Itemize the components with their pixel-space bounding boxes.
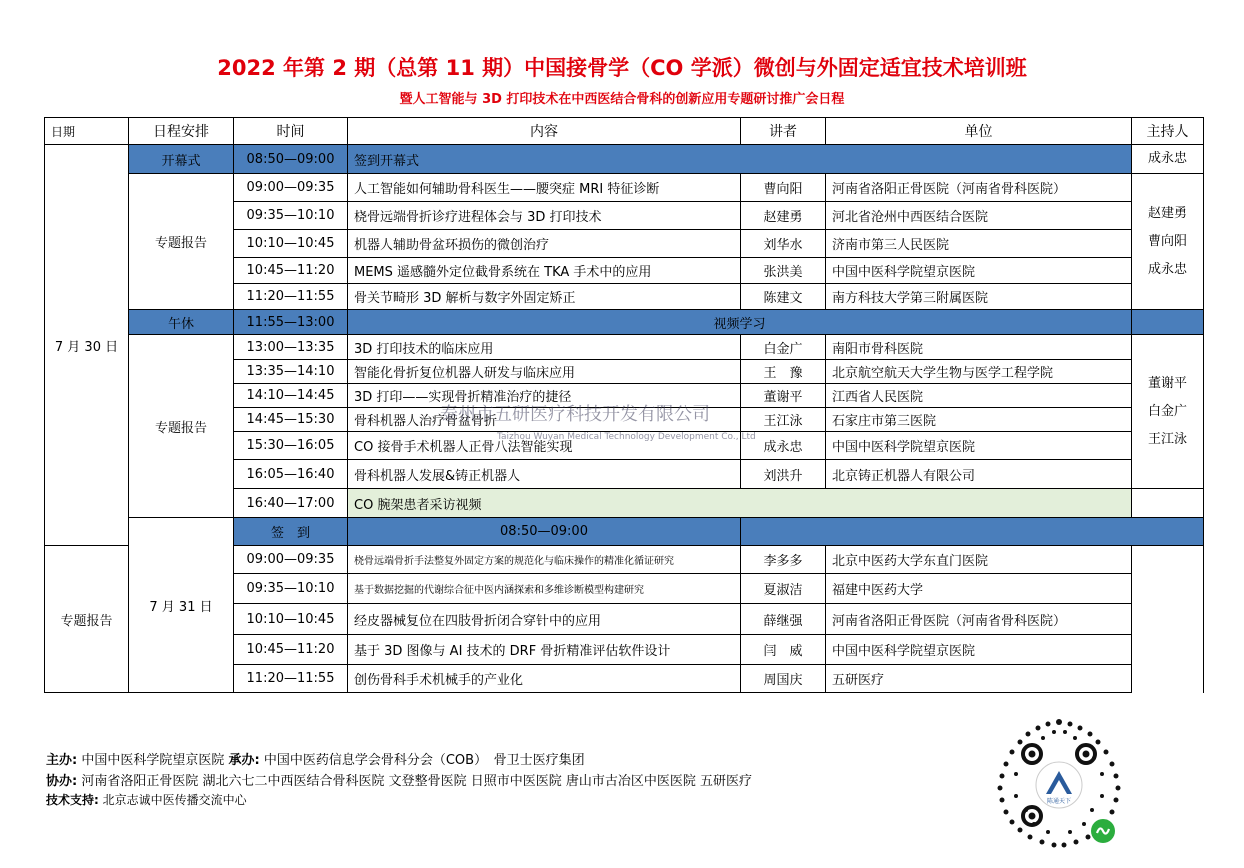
host-cell-empty <box>1132 310 1204 335</box>
footer-label: 协办: <box>46 774 78 789</box>
date-cell: 7 月 30 日 <box>45 145 129 546</box>
host-cell: 成永忠 <box>1132 145 1204 174</box>
content-cell: CO 腕架患者采访视频 <box>348 489 1132 518</box>
time-cell: 13:00—13:35 <box>234 335 348 360</box>
content-cell: 机器人辅助骨盆环损伤的微创治疗 <box>348 230 741 258</box>
content-cell: 基于 3D 图像与 AI 技术的 DRF 骨折精准评估软件设计 <box>348 635 741 665</box>
content-cell: MEMS 遥感髓外定位截骨系统在 TKA 手术中的应用 <box>348 258 741 284</box>
speaker-cell: 周国庆 <box>741 665 826 693</box>
time-cell: 11:55—13:00 <box>234 310 348 335</box>
speaker-cell: 王江泳 <box>741 408 826 432</box>
session-opening: 开幕式 <box>129 145 234 174</box>
content-cell: 桡骨远端骨折诊疗进程体会与 3D 打印技术 <box>348 202 741 230</box>
table-row <box>45 174 1204 202</box>
header-schedule: 日程安排 <box>129 118 234 145</box>
time-cell: 09:35—10:10 <box>234 574 348 604</box>
speaker-cell: 白金广 <box>741 335 826 360</box>
content-cell: 智能化骨折复位机器人研发与临床应用 <box>348 360 741 384</box>
unit-cell: 中国中医科学院望京医院 <box>826 432 1132 460</box>
footer-label: 承办: <box>228 753 260 768</box>
session-lunch: 午休 <box>129 310 234 335</box>
footer-host: 中国中医科学院望京医院 <box>81 753 225 768</box>
speaker-cell: 董谢平 <box>741 384 826 408</box>
footer-host-line <box>46 749 585 768</box>
content-cell: 创伤骨科手术机械手的产业化 <box>348 665 741 693</box>
content-cell: 骨科机器人发展&铸正机器人 <box>348 460 741 489</box>
speaker-cell: 成永忠 <box>741 432 826 460</box>
page-subtitle: 暨人工智能与 3D 打印技术在中西医结合骨科的创新应用专题研讨推广会日程 <box>399 92 845 107</box>
page-title: 2022 年第 2 期（总第 11 期）中国接骨学（CO 学派）微创与外固定适宜技术培训班 <box>217 56 1027 80</box>
host-name: 曹向阳 <box>1147 233 1187 249</box>
time-cell: 11:20—11:55 <box>234 665 348 693</box>
time-cell: 16:05—16:40 <box>234 460 348 489</box>
footer-tech: 北京志诚中医传播交流中心 <box>102 793 247 807</box>
host-name: 董谢平 <box>1147 375 1187 391</box>
time-cell: 08:50—09:00 <box>234 145 348 174</box>
unit-cell: 南阳市骨科医院 <box>826 335 1132 360</box>
unit-cell: 中国中医科学院望京医院 <box>826 635 1132 665</box>
content-cell: CO 接骨手术机器人正骨八法智能实现 <box>348 432 741 460</box>
host-name: 王江泳 <box>1147 431 1187 447</box>
host-cell <box>1132 174 1204 310</box>
unit-cell: 江西省人民医院 <box>826 384 1132 408</box>
footer-tech-line <box>46 791 247 808</box>
header-date: 日期 <box>45 118 129 145</box>
header-time: 时间 <box>234 118 348 145</box>
speaker-cell: 张洪美 <box>741 258 826 284</box>
host-cell-empty <box>1132 489 1204 518</box>
content-cell: 基于数据挖掘的代谢综合征中医内涵探索和多维诊断模型构建研究 <box>348 574 741 604</box>
time-cell: 13:35—14:10 <box>234 360 348 384</box>
wechat-qr-code-icon[interactable] <box>988 714 1130 856</box>
speaker-cell: 赵建勇 <box>741 202 826 230</box>
speaker-cell: 刘华水 <box>741 230 826 258</box>
speaker-cell: 夏淑洁 <box>741 574 826 604</box>
speaker-cell: 刘洪升 <box>741 460 826 489</box>
unit-cell: 石家庄市第三医院 <box>826 408 1132 432</box>
content-cell: 人工智能如何辅助骨科医生——腰突症 MRI 特征诊断 <box>348 174 741 202</box>
unit-cell: 河北省沧州中西医结合医院 <box>826 202 1132 230</box>
footer-label: 技术支持: <box>46 793 99 807</box>
content-cell: 3D 打印——实现骨折精准治疗的捷径 <box>348 384 741 408</box>
time-cell: 10:45—11:20 <box>234 635 348 665</box>
session-report: 专题报告 <box>129 335 234 518</box>
qr-logo-text: 陈通天下 <box>1046 798 1072 805</box>
time-cell: 14:45—15:30 <box>234 408 348 432</box>
session-signin: 签 到 <box>234 518 348 546</box>
host-name: 白金广 <box>1147 403 1187 419</box>
speaker-cell: 陈建文 <box>741 284 826 310</box>
footer-co: 河南省洛阳正骨医院 湖北六七二中西医结合骨科医院 文登整骨医院 日照市中医医院 唐山市古冶区中医医院 五研医疗 <box>81 774 753 789</box>
unit-cell: 北京铸正机器人有限公司 <box>826 460 1132 489</box>
time-cell: 08:50—09:00 <box>348 518 741 546</box>
content-cell-empty <box>741 518 1204 546</box>
content-cell: 经皮器械复位在四肢骨折闭合穿针中的应用 <box>348 604 741 635</box>
content-cell: 3D 打印技术的临床应用 <box>348 335 741 360</box>
content-cell: 骨科机器人治疗骨盆骨折 <box>348 408 741 432</box>
watermark-text: 泰州市五研医疗科技开发有限公司 <box>440 404 710 425</box>
time-cell: 16:40—17:00 <box>234 489 348 518</box>
time-cell: 09:00—09:35 <box>234 546 348 574</box>
unit-cell: 河南省洛阳正骨医院（河南省骨科医院） <box>826 174 1132 202</box>
time-cell: 09:35—10:10 <box>234 202 348 230</box>
unit-cell: 福建中医药大学 <box>826 574 1132 604</box>
footer-label: 主办: <box>46 753 78 768</box>
content-cell: 骨关节畸形 3D 解析与数字外固定矫正 <box>348 284 741 310</box>
host-name: 赵建勇 <box>1147 205 1187 221</box>
unit-cell: 五研医疗 <box>826 665 1132 693</box>
time-cell: 10:10—10:45 <box>234 604 348 635</box>
speaker-cell: 李多多 <box>741 546 826 574</box>
content-cell: 签到开幕式 <box>348 145 1132 174</box>
footer-co-line <box>46 770 752 789</box>
header-host: 主持人 <box>1132 118 1204 145</box>
watermark-subtext: Taizhou Wuyan Medical Technology Development Co., Ltd <box>497 432 756 442</box>
unit-cell: 河南省洛阳正骨医院（河南省骨科医院） <box>826 604 1132 635</box>
time-cell: 10:45—11:20 <box>234 258 348 284</box>
speaker-cell: 王 豫 <box>741 360 826 384</box>
speaker-cell: 闫 威 <box>741 635 826 665</box>
unit-cell: 北京航空航天大学生物与医学工程学院 <box>826 360 1132 384</box>
footer-organizer: 中国中医药信息学会骨科分会（COB） 骨卫士医疗集团 <box>263 753 585 768</box>
unit-cell: 北京中医药大学东直门医院 <box>826 546 1132 574</box>
time-cell: 11:20—11:55 <box>234 284 348 310</box>
session-report: 专题报告 <box>45 546 129 693</box>
unit-cell: 中国中医科学院望京医院 <box>826 258 1132 284</box>
time-cell: 09:00—09:35 <box>234 174 348 202</box>
header-unit: 单位 <box>826 118 1132 145</box>
content-cell: 桡骨远端骨折手法整复外固定方案的规范化与临床操作的精准化循证研究 <box>348 546 741 574</box>
speaker-cell: 薛继强 <box>741 604 826 635</box>
header-content: 内容 <box>348 118 741 145</box>
time-cell: 10:10—10:45 <box>234 230 348 258</box>
header-speaker: 讲者 <box>741 118 826 145</box>
time-cell: 14:10—14:45 <box>234 384 348 408</box>
unit-cell: 南方科技大学第三附属医院 <box>826 284 1132 310</box>
time-cell: 15:30—16:05 <box>234 432 348 460</box>
speaker-cell: 曹向阳 <box>741 174 826 202</box>
table-row <box>45 335 1204 360</box>
unit-cell: 济南市第三人民医院 <box>826 230 1132 258</box>
host-name: 成永忠 <box>1147 261 1187 277</box>
date-cell: 7 月 31 日 <box>129 518 234 693</box>
session-report: 专题报告 <box>129 174 234 310</box>
content-cell: 视频学习 <box>348 310 1132 335</box>
host-cell <box>1132 335 1204 489</box>
